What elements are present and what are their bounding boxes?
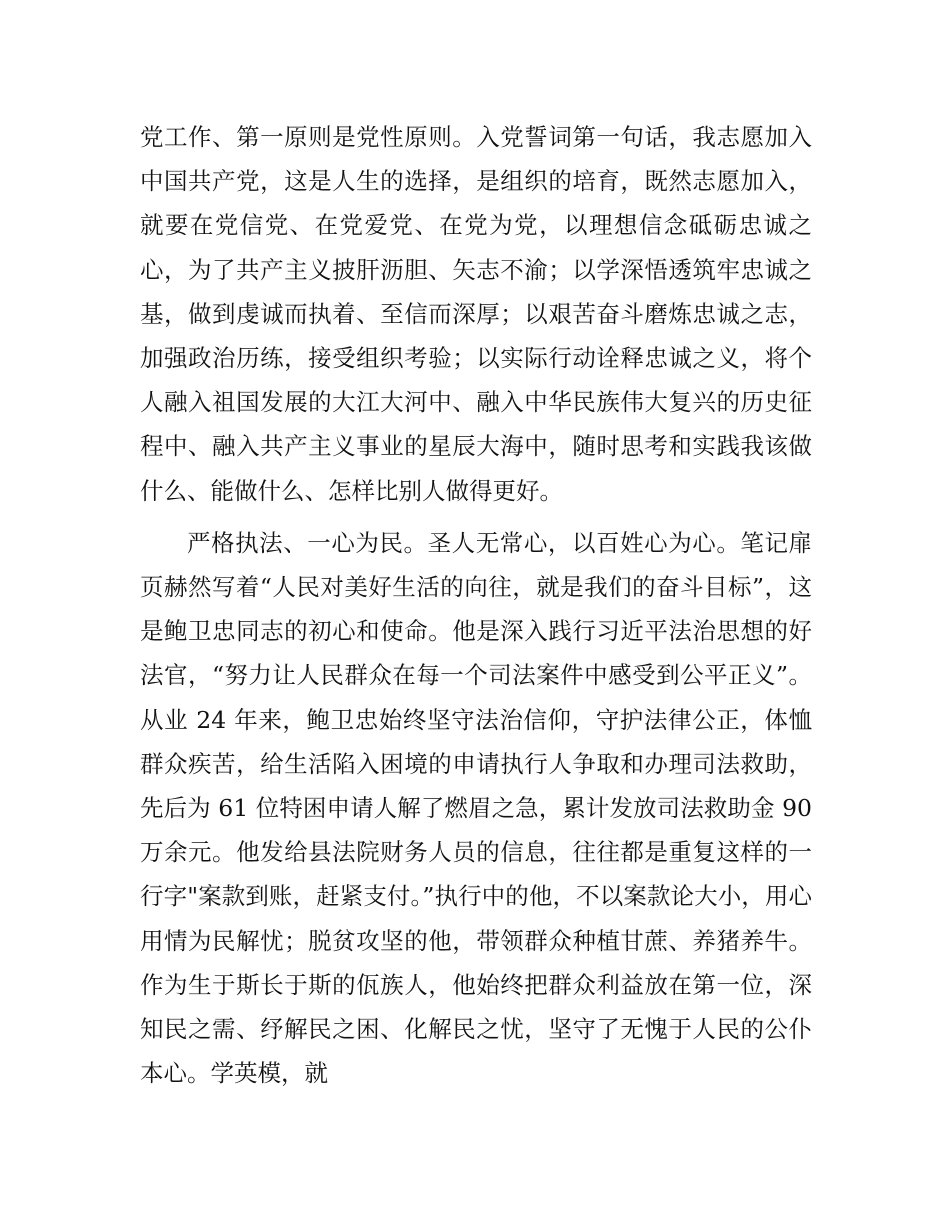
paragraph-1: 党工作、第一原则是党性原则。入党誓词第一句话，我志愿加入中国共产党，这是人生的选择，是组织的培育，既然志愿加入，就要在党信党、在党爱党、在党为党，以理想信念砥砺忠诚之心，为了共产主义披肝沥胆、矢志不渝；以学深悟透筑牢忠诚之基，做到虔诚而执着、至信而深厚；以艰苦奋斗磨炼忠诚之志，加强政治历练，接受组织考验；以实际行动诠释忠诚之义，将个人融入祖国发展的大江大河中、融入中华民族伟大复兴的历史征程中、融入共产主义事业的星辰大海中，随时思考和实践我该做什么、能做什么、怎样比别人做得更好。 <box>140 123 812 505</box>
document-page <box>140 115 812 1095</box>
paragraph-2: 严格执法、一心为民。圣人无常心，以百姓心为心。笔记扉页赫然写着“人民对美好生活的向往，就是我们的奋斗目标”，这是鲍卫忠同志的初心和使命。他是深入践行习近平法治思想的好法官，“努力让人民群众在每一个司法案件中感受到公平正义”。从业 24 年来，鲍卫忠始终坚守法治信仰，守护法律公正，体恤群众疾苦，给生活陷入困境的申请执行人争取和办理司法救助，先后为 61 位特困申请人解了燃眉之急，累计发放司法救助金 90 万余元。他发给县法院财务人员的信息，往往都是重复这样的一行字"案款到账，赶紧支付。”执行中的他，不以案款论大小，用心用情为民解忧；脱贫攻坚的他，带领群众种植甘蔗、养猪养牛。作为生于斯长于斯的佤族人，他始终把群众利益放在第一位，深知民之需、纾解民之困、化解民之忧，坚守了无愧于人民的公仆本心。学英模，就 <box>140 528 812 1088</box>
